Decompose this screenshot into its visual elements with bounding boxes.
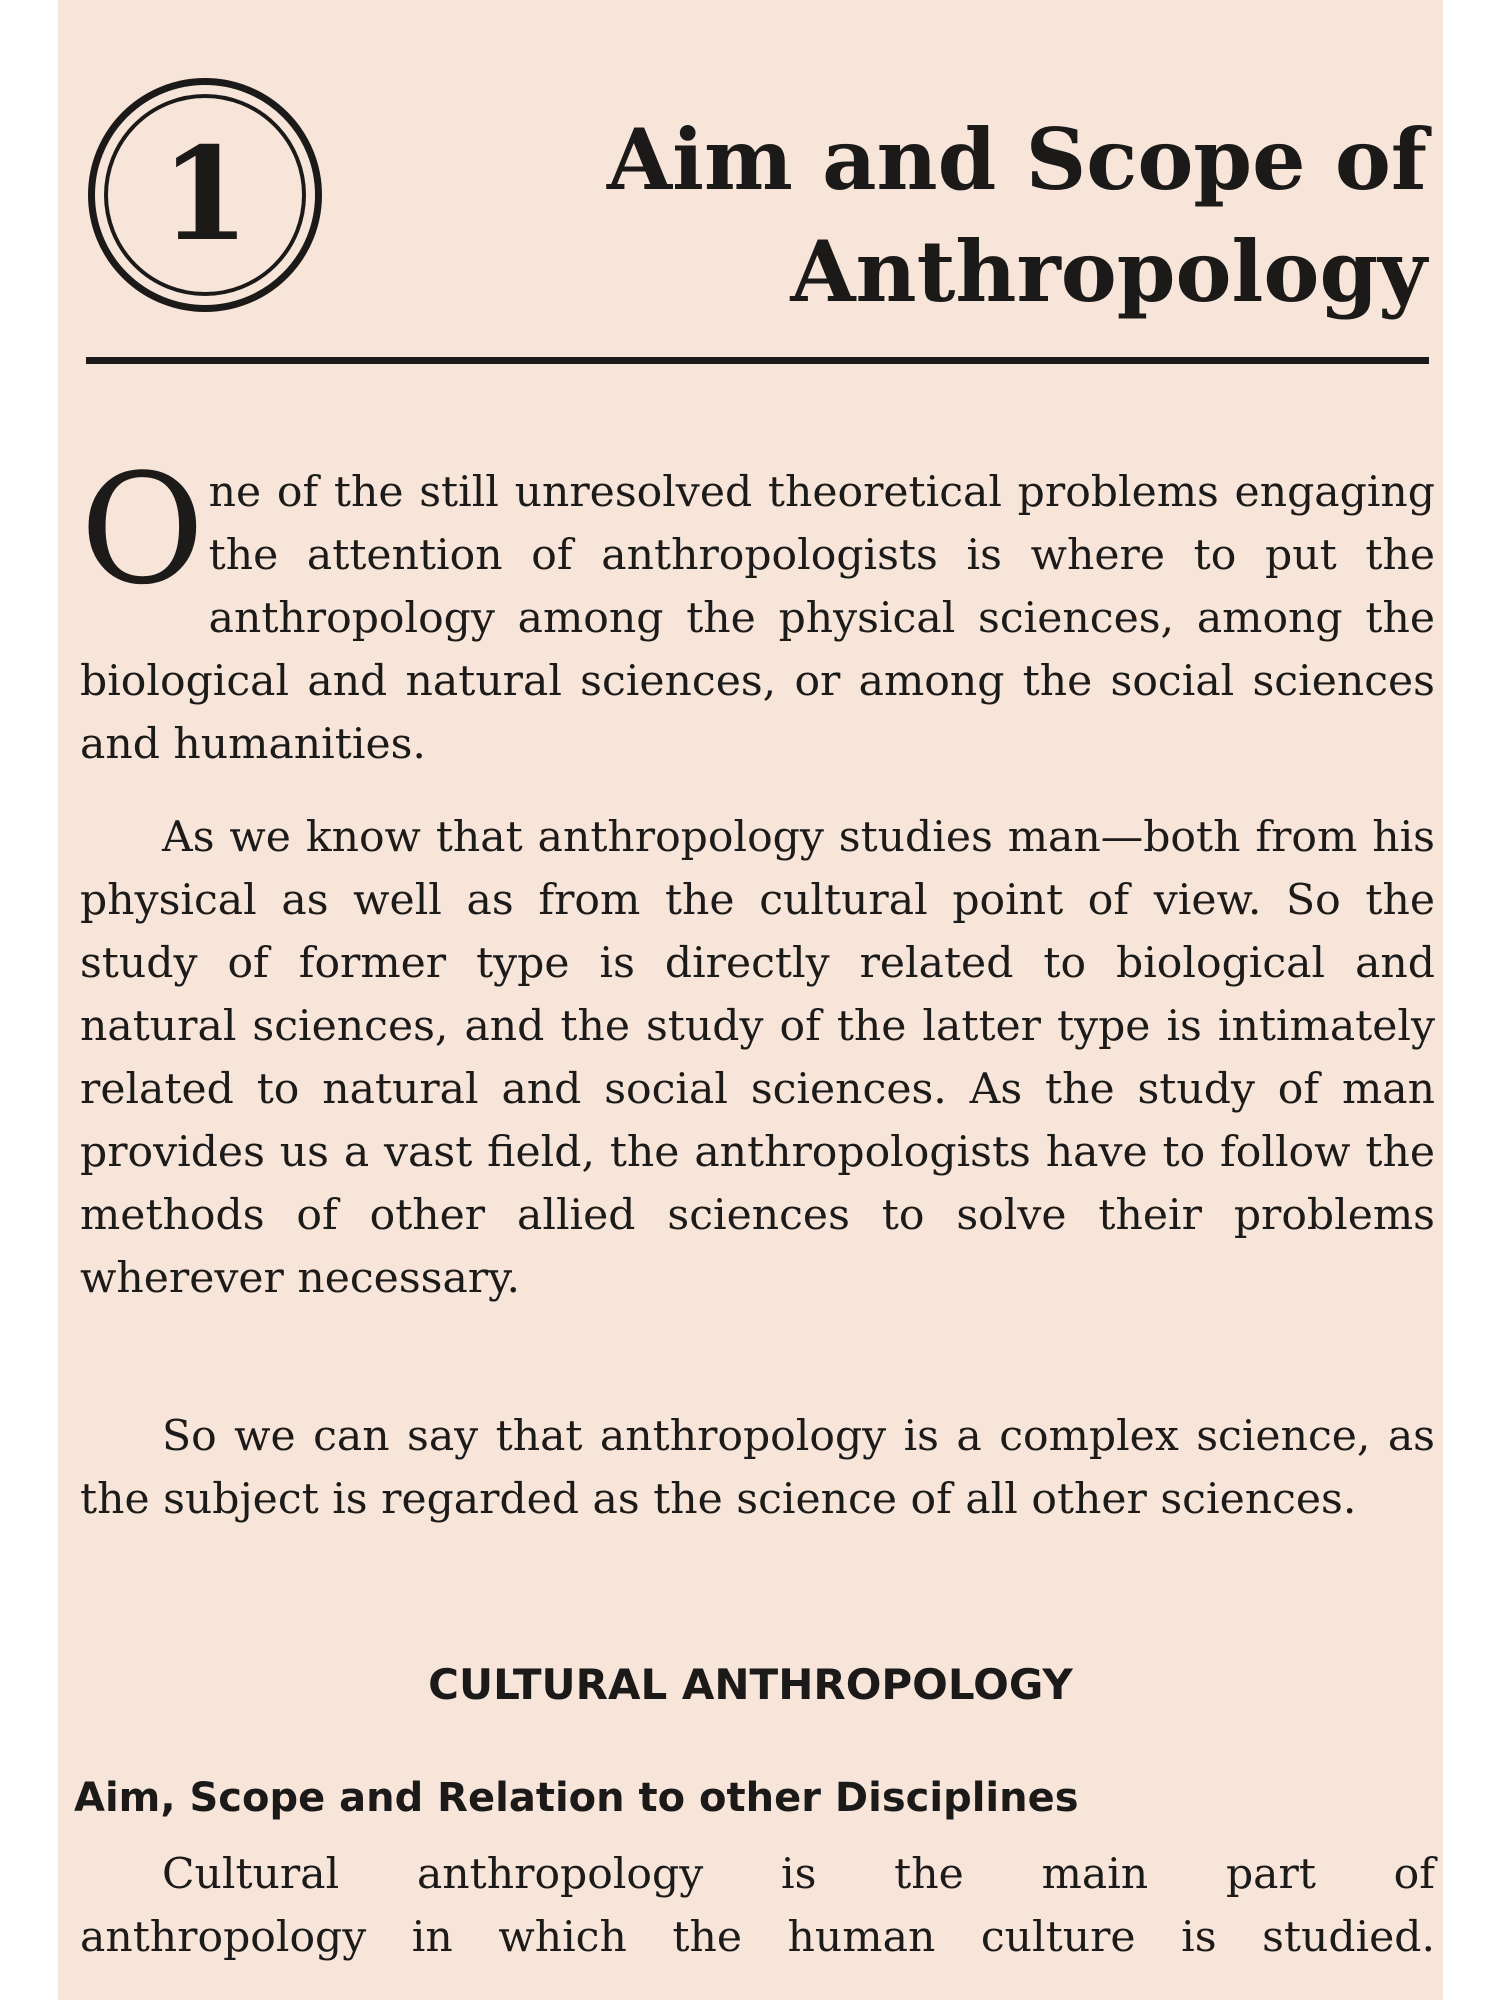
- paragraph-2: As we know that anthropology studies man—both from his physical as well as from the cultural point of view. So the study of former type is directly related to biological and natural sciences, and the study of the latter type is intimately related to natural and social sciences. As the study of man provides us a vast field, the anthropologists have to follow the methods of other allied sciences to solve their problems wherever necessary.: [80, 813, 1435, 1303]
- paragraph-1: [80, 441, 1435, 776]
- drop-cap: O: [80, 441, 205, 618]
- chapter-number: 1: [104, 94, 306, 296]
- book-page: [58, 0, 1443, 2000]
- chapter-title-line-1: Aim and Scope of: [606, 110, 1427, 209]
- sub-heading: Aim, Scope and Relation to other Disciplines: [74, 1775, 1079, 1821]
- chapter-number-badge: [88, 78, 322, 312]
- chapter-title-line-2: Anthropology: [790, 222, 1427, 321]
- section-heading: CULTURAL ANTHROPOLOGY: [428, 1660, 1073, 1709]
- title-divider: [86, 357, 1429, 364]
- paragraph-4: [80, 1843, 1435, 1969]
- paragraph-4-line-1: Cultural anthropology is the main part of: [162, 1850, 1435, 1899]
- paragraph-1-text: ne of the still unresolved theoretical problems engaging the attention of anthropologists is where to put the anthropology among the physical sciences, among the biological and natural sciences, or among the social sciences and humanities.: [80, 468, 1435, 769]
- paragraph-4-line-2: anthropology in which the human culture is studied.: [80, 1913, 1435, 1962]
- chapter-title: [447, 104, 1427, 328]
- paragraph-3: So we can say that anthropology is a complex science, as the subject is regarded as the science of all other sciences.: [80, 1412, 1435, 1524]
